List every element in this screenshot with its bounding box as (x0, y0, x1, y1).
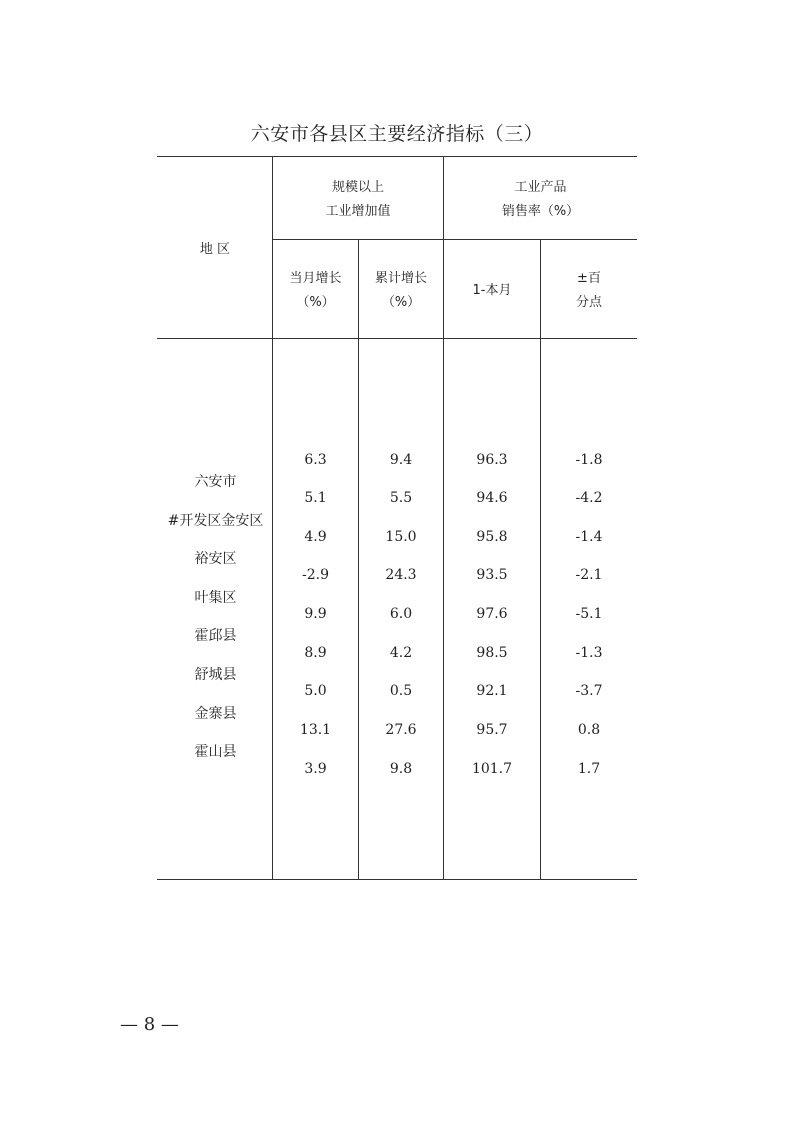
percentage-point-cell: -3.7 (575, 683, 603, 699)
percentage-point-cell: -4.2 (575, 490, 603, 506)
header-col2-line1: 累计增长 (374, 271, 427, 286)
sales-rate-cell: 93.5 (476, 567, 508, 583)
header-divider-middle (273, 239, 637, 240)
cumulative-growth-cell: 27.6 (385, 722, 417, 738)
sales-rate-cell: 95.7 (476, 722, 508, 738)
percentage-point-cell: -5.1 (575, 606, 603, 622)
header-col4-line1: ±百 (577, 271, 601, 286)
cumulative-growth-cell: 6.0 (389, 606, 413, 622)
sales-rate-cell: 95.8 (476, 529, 508, 545)
percentage-point-cell: 1.7 (577, 761, 601, 777)
region-name: 叶集区 (194, 590, 237, 606)
table-bottom-border (157, 879, 637, 880)
region-name: 霍邱县 (194, 628, 237, 644)
header-group1-line1: 规模以上 (331, 180, 384, 195)
region-name: 裕安区 (194, 551, 237, 567)
percentage-point-cell: 0.8 (577, 722, 601, 738)
monthly-growth-cell: 6.3 (304, 452, 327, 468)
monthly-growth-cell: 13.1 (299, 722, 332, 738)
header-group2-line1: 工业产品 (514, 180, 567, 195)
monthly-growth-cell: 3.9 (304, 761, 327, 777)
cumulative-growth-cell: 24.3 (385, 567, 417, 583)
header-col1-line1: 当月增长 (289, 271, 342, 286)
table-top-border (157, 156, 637, 157)
column-divider-col3-col4 (540, 239, 541, 880)
header-monthly-growth (273, 267, 358, 315)
header-group1-line2: 工业增加值 (325, 204, 391, 219)
cumulative-growth-cell: 9.4 (389, 452, 413, 468)
monthly-growth-cell: 5.1 (304, 490, 327, 506)
sales-rate-cell: 96.3 (476, 452, 508, 468)
region-name: 金寨县 (194, 706, 237, 722)
header-col3-label: 1-本月 (472, 283, 512, 298)
sales-rate-cell: 94.6 (476, 490, 508, 506)
page-number: — 8 — (120, 1014, 179, 1035)
header-col4-line2: 分点 (575, 295, 602, 310)
percentage-point-cell: -1.3 (575, 645, 603, 661)
cumulative-growth-cell: 4.2 (389, 645, 413, 661)
header-year-to-date (444, 279, 540, 303)
monthly-growth-cell: 5.0 (304, 683, 327, 699)
monthly-growth-cell: 8.9 (304, 645, 327, 661)
header-bottom-border (157, 338, 637, 339)
region-name: #开发区金安区 (167, 513, 264, 529)
header-region-label: 地 区 (199, 242, 231, 257)
percentage-point-cell: -1.8 (575, 452, 603, 468)
header-percentage-points (541, 267, 637, 315)
column-divider-col1-col2 (358, 239, 359, 880)
percentage-point-cell: -2.1 (575, 567, 603, 583)
sales-rate-cell: 101.7 (471, 761, 513, 777)
sales-rate-cell: 98.5 (476, 645, 508, 661)
region-name: 六安市 (194, 474, 237, 490)
header-col2-line2: （%） (381, 295, 421, 310)
header-region (158, 238, 272, 262)
region-name: 舒城县 (194, 667, 237, 683)
monthly-growth-cell: 4.9 (304, 529, 327, 545)
cumulative-growth-cell: 5.5 (389, 490, 413, 506)
monthly-growth-cell: 9.9 (304, 606, 327, 622)
percentage-point-cell: -1.4 (575, 529, 603, 545)
header-col1-line2: （%） (296, 295, 335, 310)
header-group-sales-rate (444, 176, 637, 224)
cumulative-growth-cell: 9.8 (389, 761, 413, 777)
monthly-growth-cell: -2.9 (302, 567, 329, 583)
header-cumulative-growth (359, 267, 443, 315)
page-title: 六安市各县区主要经济指标（三） (250, 123, 544, 145)
header-group-value-added (273, 176, 443, 224)
cumulative-growth-cell: 0.5 (389, 683, 413, 699)
sales-rate-cell: 92.1 (476, 683, 508, 699)
cumulative-growth-cell: 15.0 (385, 529, 417, 545)
region-name: 霍山县 (194, 744, 237, 760)
sales-rate-cell: 97.6 (476, 606, 508, 622)
header-group2-line2: 销售率（%） (501, 204, 580, 219)
